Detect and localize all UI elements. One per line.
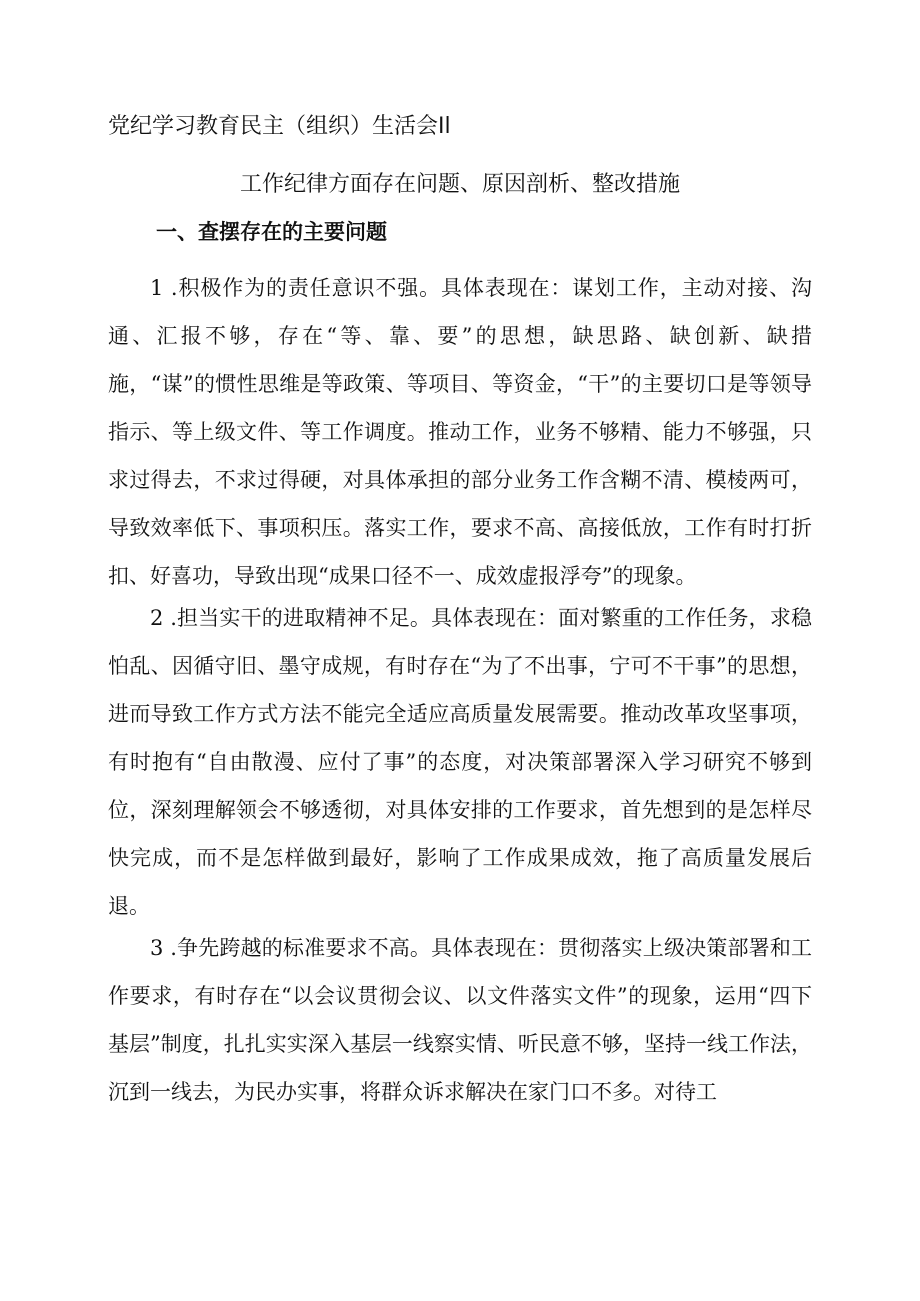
- paragraph-2: 2 .担当实干的进取精神不足。具体表现在：面对繁重的工作任务，求稳怕乱、因循守旧、墨守成规，有时存在“为了不出事，宁可不干事”的思想，进而导致工作方式方法不能完全适应高质量发展需要。推动改革攻坚事项，有时抱有“自由散漫、应付了事”的态度，对决策部署深入学习研究不够到位，深刻理解领会不够透彻，对具体安排的工作要求，首先想到的是怎样尽快完成，而不是怎样做到最好，影响了工作成果成效，拖了高质量发展后退。: [108, 606, 812, 918]
- paragraph-3: 3 .争先跨越的标准要求不高。具体表现在：贯彻落实上级决策部署和工作要求，有时存在“以会议贯彻会议、以文件落实文件”的现象，运用“四下基层”制度，扎扎实实深入基层一线察实情、听民意不够，坚持一线工作法，沉到一线去，为民办实事，将群众诉求解决在家门口不多。对待工: [108, 936, 812, 1104]
- paragraph-1: 1 .积极作为的责任意识不强。具体表现在：谋划工作，主动对接、沟通、汇报不够，存在“等、靠、要”的思想，缺思路、缺创新、缺措施，“谋”的惯性思维是等政策、等项目、等资金，“干”的主要切口是等领导指示、等上级文件、等工作调度。推动工作，业务不够精、能力不够强，只求过得去，不求过得硬，对具体承担的部分业务工作含糊不清、模棱两可，导致效率低下、事项积压。落实工作，要求不高、高接低放，工作有时打折扣、好喜功，导致出现“成果口径不一、成效虚报浮夸”的现象。: [108, 276, 812, 588]
- document-title: 工作纪律方面存在问题、原因剖析、整改措施: [239, 172, 680, 197]
- section-heading: 一、查摆存在的主要问题: [156, 220, 387, 244]
- document-header-line: 党纪学习教育民主（组织）生活会Il: [108, 114, 451, 139]
